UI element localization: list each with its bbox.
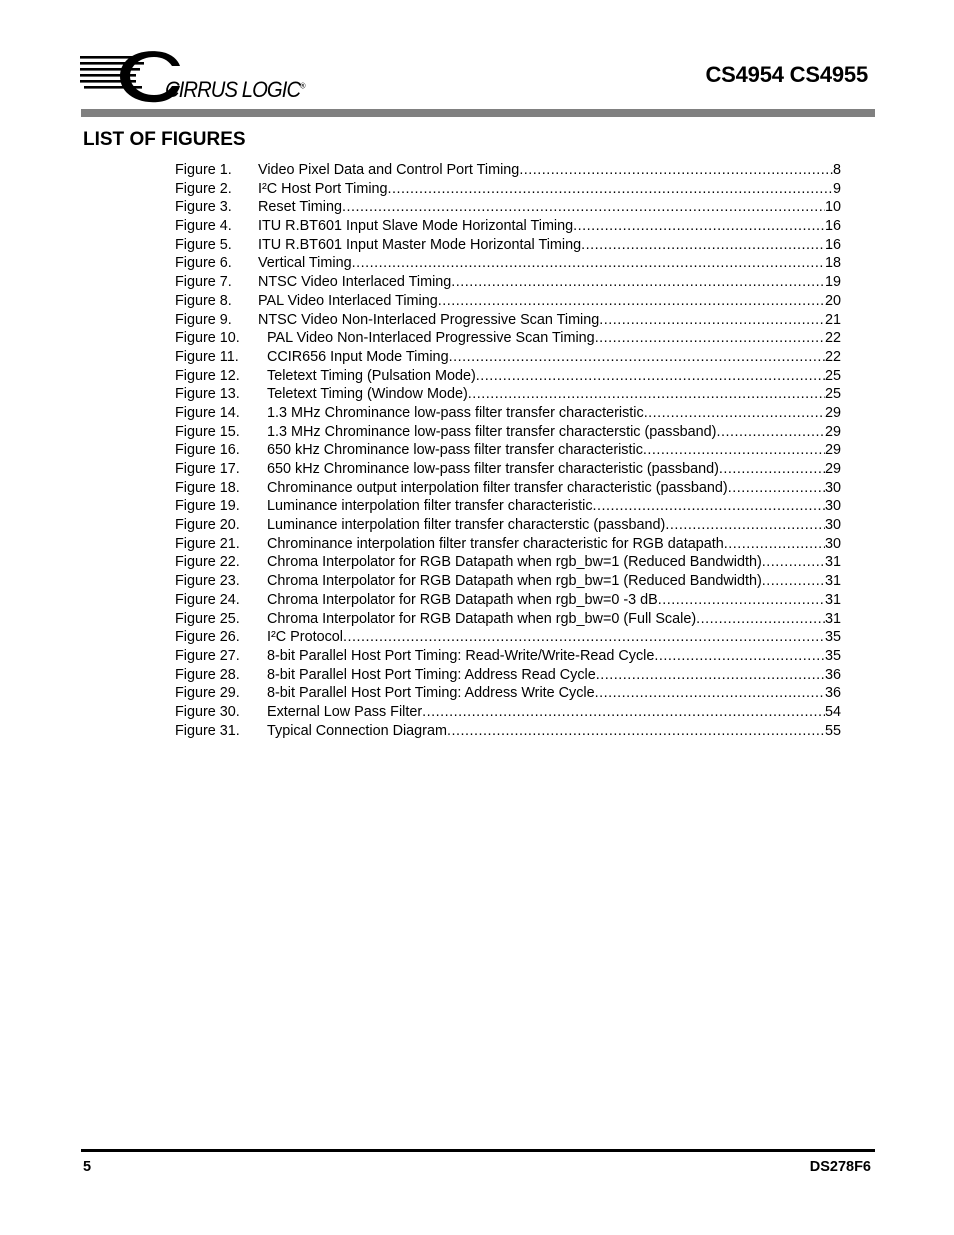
figure-list-item[interactable] [175, 236, 841, 255]
figure-number: Figure 25. [175, 610, 240, 627]
figure-title: ITU R.BT601 Input Master Mode Horizontal Timing [258, 236, 582, 253]
figure-page-number: 16 [824, 218, 841, 235]
dot-leader [593, 497, 825, 516]
figure-entry [267, 385, 841, 404]
dot-leader [696, 610, 825, 629]
figure-page-number: 31 [824, 610, 841, 627]
figure-list-item[interactable] [175, 441, 841, 460]
figure-list-item[interactable] [175, 553, 841, 572]
figure-list-item[interactable] [175, 273, 841, 292]
figure-title: External Low Pass Filter [267, 703, 423, 720]
figure-page-number: 29 [824, 423, 841, 440]
figure-list-item[interactable] [175, 610, 841, 629]
figure-page-number: 16 [824, 236, 841, 253]
figure-entry [258, 198, 841, 217]
figure-entry [267, 572, 841, 591]
figure-page-number: 29 [824, 461, 841, 477]
figure-list-item[interactable] [175, 703, 841, 722]
figure-entry [258, 236, 841, 255]
figure-number: Figure 17. [175, 461, 240, 477]
figure-page-number: 25 [824, 386, 841, 403]
figure-number: Figure 16. [175, 442, 240, 459]
figure-title: 650 kHz Chrominance low-pass filter transfer characteristic (passband) [267, 461, 719, 477]
figure-title: 650 kHz Chrominance low-pass filter transfer characteristic [267, 442, 643, 459]
figure-entry [267, 441, 841, 460]
figure-number: Figure 22. [175, 554, 240, 571]
figure-list-item[interactable] [175, 367, 841, 386]
figure-title: I²C Protocol [267, 629, 343, 646]
figure-entry [258, 254, 841, 273]
figure-page-number: 19 [824, 274, 841, 291]
figure-title: Chroma Interpolator for RGB Datapath when rgb_bw=0 -3 dB [267, 591, 658, 608]
figure-list-item[interactable] [175, 460, 841, 479]
figure-entry [267, 329, 841, 348]
dot-leader [643, 441, 825, 460]
figure-page-number: 29 [824, 442, 841, 459]
figure-title: Chrominance output interpolation filter transfer characteristic (passband) [267, 479, 728, 496]
figure-title: Chroma Interpolator for RGB Datapath when rgb_bw=1 (Reduced Bandwidth) [267, 573, 762, 590]
dot-leader [352, 254, 825, 273]
header-divider [81, 109, 875, 117]
figure-title: Chroma Interpolator for RGB Datapath when rgb_bw=1 (Reduced Bandwidth) [267, 554, 762, 571]
figure-list-item[interactable] [175, 385, 841, 404]
figure-list-item[interactable] [175, 311, 841, 330]
dot-leader [388, 180, 833, 199]
figure-entry [258, 292, 841, 311]
figure-entry [267, 367, 841, 386]
figure-number: Figure 6. [175, 255, 232, 272]
figure-title: Reset Timing [258, 199, 342, 216]
figure-entry [267, 647, 841, 666]
dot-leader [665, 516, 825, 535]
document-title: CS4954 CS4955 [705, 62, 868, 87]
figure-list-item[interactable] [175, 348, 841, 367]
figure-title: Chroma Interpolator for RGB Datapath when rgb_bw=0 (Full Scale) [267, 610, 697, 627]
figure-entry [267, 516, 841, 535]
figure-page-number: 35 [824, 647, 841, 664]
dot-leader [595, 329, 825, 348]
figure-page-number: 55 [824, 722, 841, 739]
figure-number: Figure 10. [175, 330, 240, 347]
dot-leader [581, 236, 825, 255]
figure-title: 1.3 MHz Chrominance low-pass filter transfer characterstic (passband) [267, 423, 717, 440]
figure-entry [258, 161, 841, 180]
figure-title: I²C Host Port Timing [258, 180, 388, 197]
figure-list-item[interactable] [175, 329, 841, 348]
dot-leader [762, 572, 825, 591]
figure-list-item[interactable] [175, 423, 841, 442]
figure-page-number: 10 [824, 199, 841, 216]
figure-title: Teletext Timing (Window Mode) [267, 386, 468, 403]
dot-leader [422, 703, 825, 722]
figure-entry [267, 610, 841, 629]
figure-entry [258, 217, 841, 236]
figure-number: Figure 13. [175, 386, 240, 403]
figure-entry [258, 311, 841, 330]
figure-number: Figure 30. [175, 703, 240, 720]
figure-title: Video Pixel Data and Control Port Timing [258, 162, 520, 178]
figure-number: Figure 3. [175, 199, 232, 216]
figure-list-item[interactable] [175, 180, 841, 199]
figure-number: Figure 7. [175, 274, 232, 291]
figure-page-number: 18 [824, 255, 841, 272]
figure-entry [267, 535, 841, 554]
figure-list-item[interactable] [175, 217, 841, 236]
figure-list-item[interactable] [175, 254, 841, 273]
figure-page-number: 36 [824, 666, 841, 683]
figure-number: Figure 4. [175, 218, 232, 235]
figure-title: 1.3 MHz Chrominance low-pass filter transfer characteristic [267, 404, 644, 421]
figure-page-number: 22 [824, 330, 841, 347]
figure-number: Figure 18. [175, 479, 240, 496]
figure-page-number: 30 [824, 535, 841, 552]
dot-leader [599, 311, 825, 330]
figure-list-item[interactable] [175, 722, 841, 741]
footer-divider [81, 1149, 875, 1152]
brand-name: CIRRUS LOGIC® [165, 77, 305, 102]
dot-leader [596, 666, 825, 685]
figure-title: ITU R.BT601 Input Slave Mode Horizontal Timing [258, 218, 574, 235]
figure-entry [267, 479, 841, 498]
figure-title: Vertical Timing [258, 255, 352, 272]
figure-number: Figure 27. [175, 647, 240, 664]
figure-list-item[interactable] [175, 535, 841, 554]
figure-entry [267, 460, 841, 479]
figure-page-number: 29 [824, 404, 841, 421]
figure-list-item[interactable] [175, 684, 841, 703]
figure-number: Figure 31. [175, 722, 240, 739]
figure-title: Teletext Timing (Pulsation Mode) [267, 367, 476, 384]
figure-list [175, 161, 841, 740]
figure-entry [267, 666, 841, 685]
dot-leader [343, 628, 825, 647]
figure-title: Typical Connection Diagram [267, 722, 447, 739]
figure-list-item[interactable] [175, 161, 841, 180]
figure-page-number: 25 [824, 367, 841, 384]
figure-page-number: 22 [824, 348, 841, 365]
document-code: DS278F6 [809, 1159, 871, 1175]
figure-page-number: 21 [824, 311, 841, 328]
dot-leader [519, 161, 833, 180]
dot-leader [468, 385, 825, 404]
figure-entry [267, 591, 841, 610]
figure-page-number: 54 [824, 703, 841, 720]
figure-page-number: 31 [824, 573, 841, 590]
figure-number: Figure 24. [175, 591, 240, 608]
dot-leader [438, 292, 825, 311]
figure-entry [267, 722, 841, 741]
figure-title: CCIR656 Input Mode Timing [267, 348, 449, 365]
dot-leader [451, 273, 825, 292]
dot-leader [449, 348, 825, 367]
figure-list-item[interactable] [175, 628, 841, 647]
figure-entry [267, 553, 841, 572]
figure-title: NTSC Video Non-Interlaced Progressive Scan Timing [258, 311, 600, 328]
figure-page-number: 20 [824, 292, 841, 309]
figure-entry [267, 497, 841, 516]
figure-title: PAL Video Interlaced Timing [258, 292, 438, 309]
dot-leader [724, 535, 825, 554]
figure-number: Figure 2. [175, 180, 232, 197]
figure-number: Figure 15. [175, 423, 240, 440]
figure-number: Figure 26. [175, 629, 240, 646]
dot-leader [658, 591, 825, 610]
figure-entry [267, 684, 841, 703]
figure-title: NTSC Video Interlaced Timing [258, 274, 452, 291]
figure-page-number: 9 [832, 180, 841, 197]
figure-number: Figure 19. [175, 498, 240, 515]
figure-page-number: 35 [824, 629, 841, 646]
figure-entry [267, 404, 841, 423]
figure-list-item[interactable] [175, 404, 841, 423]
dot-leader [719, 460, 825, 479]
figure-title: 8-bit Parallel Host Port Timing: Address Read Cycle [267, 666, 596, 683]
figure-list-item[interactable] [175, 198, 841, 217]
figure-number: Figure 20. [175, 517, 240, 534]
dot-leader [447, 722, 825, 741]
figure-list-item[interactable] [175, 591, 841, 610]
figure-list-item[interactable] [175, 572, 841, 591]
figure-entry [267, 703, 841, 722]
figure-page-number: 31 [824, 554, 841, 571]
dot-leader [476, 367, 825, 386]
figure-list-item[interactable] [175, 292, 841, 311]
figure-number: Figure 9. [175, 311, 232, 328]
figure-entry [267, 348, 841, 367]
figure-page-number: 36 [824, 685, 841, 702]
figure-title: Chrominance interpolation filter transfer characteristic for RGB datapath [267, 535, 724, 552]
dot-leader [595, 684, 825, 703]
figure-number: Figure 12. [175, 367, 240, 384]
figure-page-number: 31 [824, 591, 841, 608]
figure-list-item[interactable] [175, 479, 841, 498]
figure-number: Figure 14. [175, 404, 240, 421]
figure-entry [267, 628, 841, 647]
figure-title: Luminance interpolation filter transfer characterstic (passband) [267, 517, 666, 534]
figure-page-number: 30 [824, 517, 841, 534]
dot-leader [762, 553, 825, 572]
dot-leader [728, 479, 825, 498]
figure-number: Figure 8. [175, 292, 232, 309]
figure-number: Figure 21. [175, 535, 240, 552]
figure-number: Figure 23. [175, 573, 240, 590]
figure-number: Figure 11. [175, 348, 239, 365]
section-heading: LIST OF FIGURES [83, 129, 246, 150]
figure-page-number: 8 [832, 162, 841, 178]
figure-number: Figure 29. [175, 685, 240, 702]
dot-leader [716, 423, 825, 442]
figure-entry [267, 423, 841, 442]
dot-leader [644, 404, 825, 423]
figure-title: PAL Video Non-Interlaced Progressive Scan Timing [267, 330, 595, 347]
dot-leader [654, 647, 825, 666]
figure-list-item[interactable] [175, 666, 841, 685]
figure-title: 8-bit Parallel Host Port Timing: Address Write Cycle [267, 685, 595, 702]
figure-number: Figure 1. [175, 162, 232, 178]
figure-list-item[interactable] [175, 516, 841, 535]
figure-page-number: 30 [824, 498, 841, 515]
figure-page-number: 30 [824, 479, 841, 496]
dot-leader [342, 198, 825, 217]
figure-list-item[interactable] [175, 647, 841, 666]
figure-list-item[interactable] [175, 497, 841, 516]
figure-title: 8-bit Parallel Host Port Timing: Read-Write/Write-Read Cycle [267, 647, 655, 664]
figure-entry [258, 180, 841, 199]
figure-title: Luminance interpolation filter transfer characteristic [267, 498, 593, 515]
page-number: 5 [83, 1159, 92, 1175]
figure-number: Figure 5. [175, 236, 232, 253]
dot-leader [573, 217, 825, 236]
figure-number: Figure 28. [175, 666, 240, 683]
figure-entry [258, 273, 841, 292]
